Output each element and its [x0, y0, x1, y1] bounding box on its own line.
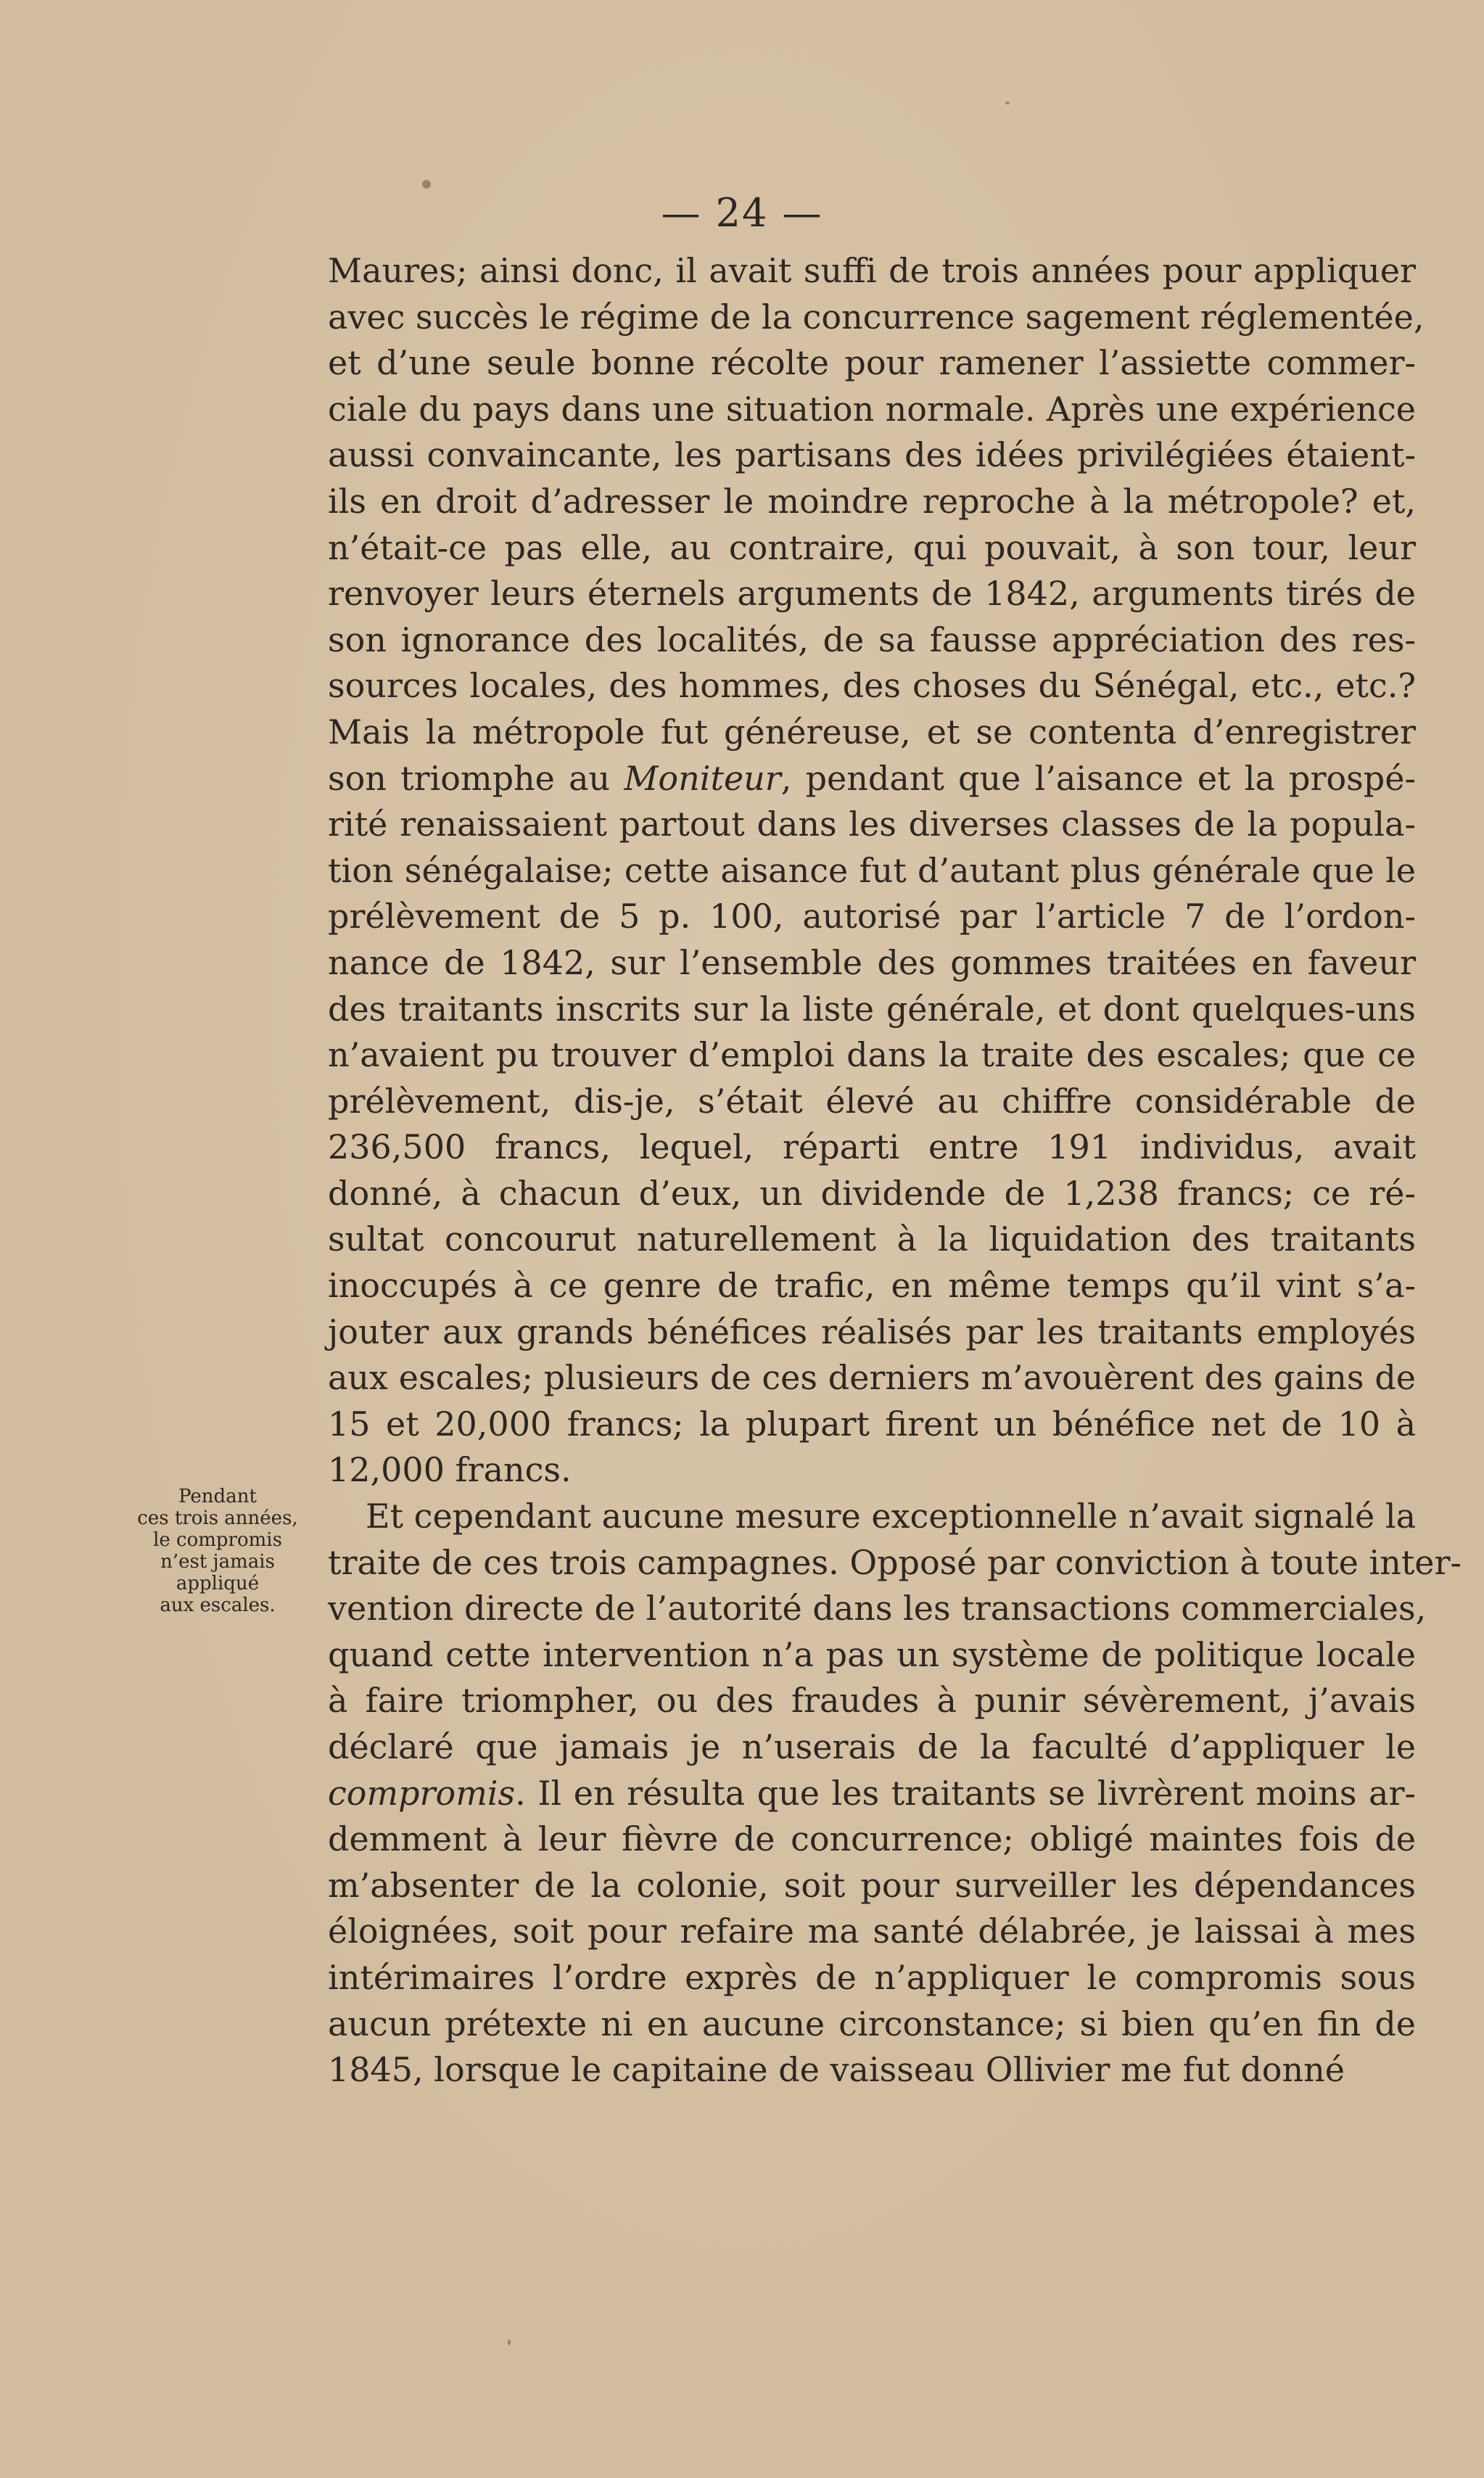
- ink-speck: [1005, 102, 1010, 104]
- text-line: Maures; ainsi donc, il avait suffi de trois années pour appliquer: [328, 251, 1416, 290]
- margin-note: [131, 1486, 305, 1616]
- margin-note-line: aux escales.: [160, 1594, 276, 1616]
- text-line: nance de 1842, sur l’ensemble des gommes traitées en faveur: [328, 942, 1416, 982]
- margin-note-line: le compromis: [153, 1529, 282, 1551]
- text-line: n’avaient pu trouver d’emploi dans la traite des escales; que ce: [328, 1035, 1416, 1075]
- margin-note-line: appliqué: [176, 1573, 260, 1594]
- margin-note-line: n’est jamais: [160, 1551, 275, 1573]
- text-line: 12,000 francs.: [328, 1450, 572, 1490]
- text-line: à faire triompher, ou des fraudes à punir sévèrement, j’avais: [328, 1681, 1416, 1721]
- text-line: déclaré que jamais je n’userais de la faculté d’appliquer le: [328, 1727, 1416, 1766]
- text-line: tion sénégalaise; cette aisance fut d’autant plus générale que le: [328, 850, 1416, 890]
- text-line: jouter aux grands bénéfices réalisés par les traitants employés: [328, 1312, 1416, 1351]
- text-line: 1845, lorsque le capitaine de vaisseau Ollivier me fut donné: [328, 2050, 1345, 2090]
- text-line: compromis. Il en résulta que les traitants se livrèrent moins ar-: [328, 1773, 1416, 1813]
- text-line: 15 et 20,000 francs; la plupart firent un bénéfice net de 10 à: [328, 1404, 1416, 1444]
- text-line: m’absenter de la colonie, soit pour surveiller les dépendances: [328, 1865, 1416, 1905]
- ink-speck: [422, 180, 431, 189]
- text-line: rité renaissaient partout dans les diverses classes de la popula-: [328, 804, 1416, 844]
- margin-note-line: Pendant: [178, 1486, 257, 1507]
- text-line: prélèvement de 5 p. 100, autorisé par l’article 7 de l’ordon-: [328, 897, 1416, 937]
- text-line: demment à leur fièvre de concurrence; obligé maintes fois de: [328, 1819, 1416, 1859]
- text-line: n’était-ce pas elle, au contraire, qui pouvait, à son tour, leur: [328, 527, 1416, 567]
- text-line: et d’une seule bonne récolte pour ramener l’assiette commer-: [328, 343, 1416, 383]
- emphasis: Moniteur: [624, 758, 781, 798]
- text-line: 236,500 francs, lequel, réparti entre 191 individus, avait: [328, 1127, 1416, 1167]
- text-line: aux escales; plusieurs de ces derniers m’avouèrent des gains de: [328, 1358, 1416, 1398]
- text-line: son ignorance des localités, de sa fausse appréciation des res-: [328, 620, 1416, 659]
- text-line: des traitants inscrits sur la liste générale, et dont quelques-uns: [328, 989, 1416, 1029]
- text-line: vention directe de l’autorité dans les transactions commerciales,: [328, 1589, 1427, 1629]
- text-line: aussi convaincante, les partisans des idées privilégiées étaient-: [328, 435, 1416, 475]
- text-line: intérimaires l’ordre exprès de n’appliquer le compromis sous: [328, 1957, 1416, 1997]
- text-line: sources locales, des hommes, des choses du Sénégal, etc., etc.?: [328, 666, 1416, 706]
- ink-speck: [508, 2339, 511, 2345]
- text-line: avec succès le régime de la concurrence sagement réglementée,: [328, 297, 1425, 337]
- text-line: aucun prétexte ni en aucune circonstance; si bien qu’en fin de: [328, 2004, 1416, 2043]
- emphasis: compromis: [328, 1773, 516, 1813]
- text-line: quand cette intervention n’a pas un système de politique locale: [328, 1634, 1416, 1674]
- text-line: donné, à chacun d’eux, un dividende de 1,238 francs; ce ré-: [328, 1173, 1416, 1213]
- text-line: ciale du pays dans une situation normale. Après une expérience: [328, 389, 1416, 429]
- margin-note-line: ces trois années,: [137, 1507, 298, 1529]
- text-line: Et cependant aucune mesure exceptionnelle n’avait signalé la: [366, 1497, 1417, 1536]
- text-line: prélèvement, dis-je, s’était élevé au chiffre considérable de: [328, 1081, 1416, 1121]
- text-line: son triomphe au Moniteur, pendant que l’aisance et la prospé-: [328, 758, 1416, 798]
- text-line: éloignées, soit pour refaire ma santé délabrée, je laissai à mes: [328, 1911, 1416, 1951]
- text-line: Mais la métropole fut généreuse, et se contenta d’enregistrer: [328, 712, 1416, 752]
- page-number: — 24 —: [661, 190, 823, 236]
- text-line: sultat concourut naturellement à la liquidation des traitants: [328, 1219, 1416, 1259]
- body-text: [328, 248, 1462, 2094]
- text-line: traite de ces trois campagnes. Opposé par conviction à toute inter-: [328, 1542, 1462, 1582]
- text-line: ils en droit d’adresser le moindre reproche à la métropole? et,: [328, 481, 1416, 521]
- text-line: inoccupés à ce genre de trafic, en même temps qu’il vint s’a-: [328, 1266, 1416, 1306]
- text-line: renvoyer leurs éternels arguments de 1842, arguments tirés de: [328, 574, 1416, 614]
